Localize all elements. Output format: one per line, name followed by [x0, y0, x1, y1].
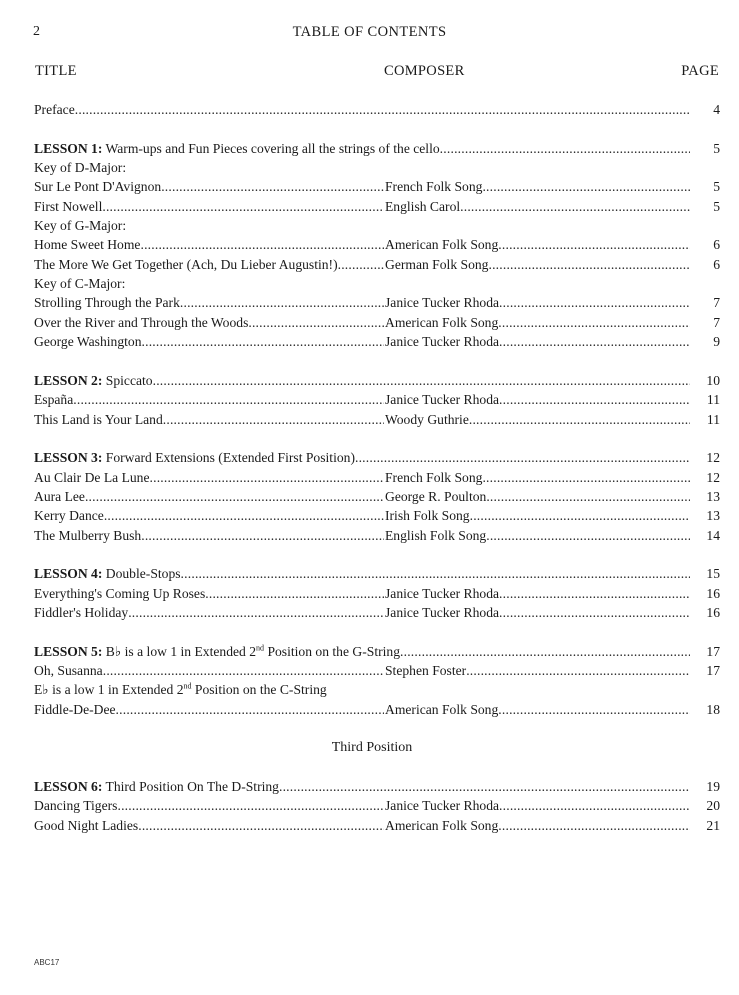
lesson-description-end: Position on the G-String	[264, 643, 400, 659]
entry-title: Fiddle-De-Dee	[34, 701, 116, 717]
entry-page: 16	[705, 603, 720, 622]
entry-page: 17	[705, 661, 720, 680]
entry-page: 11	[706, 390, 720, 409]
column-header-title: TITLE	[35, 63, 77, 79]
toc-lesson-6[interactable]	[34, 777, 720, 796]
entry-composer: George R. Poulton	[385, 488, 487, 504]
column-header-composer: COMPOSER	[384, 63, 465, 79]
toc-entry-sur-le-pont[interactable]	[34, 177, 720, 196]
key-heading: Key of G-Major:	[34, 218, 127, 234]
entry-composer: Woody Guthrie	[385, 411, 469, 427]
entry-page: 13	[705, 506, 720, 525]
lesson-description: B♭ is a low 1 in Extended 2	[102, 643, 257, 659]
lesson-description: Spiccato	[102, 372, 153, 388]
entry-page: 17	[705, 642, 720, 661]
toc-lesson-4[interactable]	[34, 564, 720, 583]
lesson-label: LESSON 4:	[34, 566, 103, 582]
entry-page: 4	[712, 100, 720, 119]
lesson-label: LESSON 6:	[34, 779, 103, 795]
entry-page: 21	[705, 816, 720, 835]
entry-title: Preface	[34, 102, 75, 117]
entry-composer: Janice Tucker Rhoda	[385, 798, 500, 814]
entry-page: 16	[705, 584, 720, 603]
entry-page: 14	[705, 526, 720, 545]
toc-entry-more-we-get-together[interactable]	[34, 255, 720, 274]
entry-page: 18	[705, 700, 720, 719]
toc-lesson-2[interactable]	[34, 371, 720, 390]
entry-title: Aura Lee	[34, 488, 85, 504]
entry-page: 10	[705, 371, 720, 390]
entry-composer: English Carol	[385, 198, 461, 214]
entry-page: 5	[712, 139, 720, 158]
entry-title: Over the River and Through the Woods	[34, 314, 249, 330]
key-heading: Key of D-Major:	[34, 160, 127, 176]
entry-composer: American Folk Song	[385, 237, 499, 253]
entry-title: Oh, Susanna	[34, 662, 103, 678]
entry-title: Fiddler's Holiday	[34, 604, 129, 620]
entry-composer: American Folk Song	[385, 701, 499, 717]
lesson-label: LESSON 3:	[34, 450, 103, 466]
key-heading: Key of C-Major:	[34, 276, 126, 292]
toc-entry-home-sweet-home[interactable]	[34, 235, 720, 254]
lesson-description: Third Position On The D-String	[102, 779, 279, 795]
entry-title: Strolling Through the Park	[34, 295, 180, 311]
entry-composer: French Folk Song	[385, 179, 483, 195]
table-of-contents	[34, 100, 720, 835]
entry-page: 7	[712, 293, 720, 312]
toc-entry-over-the-river[interactable]	[34, 313, 720, 332]
toc-entry-first-nowell[interactable]	[34, 197, 720, 216]
entry-composer: Janice Tucker Rhoda	[385, 604, 500, 620]
toc-entry-espana[interactable]	[34, 390, 720, 409]
toc-entry-aura-lee[interactable]	[34, 487, 720, 506]
toc-entry-everythings-coming-up-roses[interactable]	[34, 584, 720, 603]
entry-title: The Mulberry Bush	[34, 527, 142, 543]
toc-entry-this-land[interactable]	[34, 410, 720, 429]
page-number: 2	[33, 24, 40, 39]
entry-composer: French Folk Song	[385, 469, 483, 485]
page-title: TABLE OF CONTENTS	[292, 24, 447, 40]
entry-page: 13	[705, 487, 720, 506]
toc-entry-good-night-ladies[interactable]	[34, 816, 720, 835]
toc-entry-au-clair[interactable]	[34, 468, 720, 487]
entry-composer: American Folk Song	[385, 314, 499, 330]
toc-entry-fiddle-de-dee[interactable]	[34, 700, 720, 719]
subheading-eb-note: E♭ is a low 1 in Extended 2nd Position on the C-String	[34, 681, 327, 698]
entry-title: The More We Get Together (Ach, Du Lieber Augustin!)	[34, 256, 338, 272]
entry-title: George Washington	[34, 334, 142, 350]
entry-page: 20	[705, 796, 720, 815]
entry-composer: English Folk Song	[385, 527, 487, 543]
entry-composer: American Folk Song	[385, 817, 499, 833]
entry-page: 9	[712, 332, 720, 351]
lesson-label: LESSON 2:	[34, 372, 103, 388]
entry-title: Good Night Ladies	[34, 817, 139, 833]
entry-page: 5	[712, 197, 720, 216]
entry-page: 12	[705, 448, 720, 467]
entry-page: 6	[712, 235, 720, 254]
toc-entry-strolling[interactable]	[34, 293, 720, 312]
column-header-page: PAGE	[681, 63, 719, 79]
entry-composer: German Folk Song	[385, 256, 489, 272]
entry-page: 5	[712, 177, 720, 196]
toc-lesson-5[interactable]	[34, 642, 720, 661]
entry-composer: Janice Tucker Rhoda	[385, 295, 500, 311]
toc-lesson-3[interactable]	[34, 448, 720, 467]
superscript: nd	[183, 681, 192, 691]
entry-title: España	[34, 392, 74, 408]
lesson-description: Warm-ups and Fun Pieces covering all the strings of the cello	[102, 140, 440, 156]
toc-entry-preface[interactable]	[34, 100, 720, 119]
entry-page: 12	[705, 468, 720, 487]
entry-composer: Stephen Foster	[385, 662, 467, 678]
entry-page: 11	[706, 410, 720, 429]
section-heading-third-position: Third Position	[331, 740, 413, 756]
entry-title: Dancing Tigers	[34, 798, 118, 814]
toc-entry-dancing-tigers[interactable]	[34, 796, 720, 815]
entry-title: Sur Le Pont D'Avignon	[34, 179, 162, 195]
toc-entry-george-washington[interactable]	[34, 332, 720, 351]
entry-composer: Irish Folk Song	[385, 508, 470, 524]
toc-lesson-1[interactable]	[34, 139, 720, 158]
lesson-description: Forward Extensions (Extended First Position)	[102, 450, 355, 466]
entry-page: 15	[705, 564, 720, 583]
entry-title: First Nowell	[34, 198, 103, 214]
toc-entry-fiddlers-holiday[interactable]	[34, 603, 720, 622]
entry-composer: Janice Tucker Rhoda	[385, 585, 500, 601]
entry-composer: Janice Tucker Rhoda	[385, 334, 500, 350]
toc-entry-kerry-dance[interactable]	[34, 506, 720, 525]
entry-title: Au Clair De La Lune	[34, 469, 150, 485]
entry-page: 7	[712, 313, 720, 332]
toc-entry-mulberry-bush[interactable]	[34, 526, 720, 545]
lesson-description: Double-Stops	[102, 566, 181, 582]
entry-page: 19	[705, 777, 720, 796]
entry-title: Everything's Coming Up Roses	[34, 585, 206, 601]
lesson-label: LESSON 5:	[34, 643, 103, 659]
entry-title: Home Sweet Home	[34, 237, 141, 253]
superscript: nd	[256, 643, 265, 653]
footer-code: ABC17	[34, 958, 60, 967]
entry-title: This Land is Your Land	[34, 411, 163, 427]
lesson-label: LESSON 1:	[34, 140, 103, 156]
entry-page: 6	[712, 255, 720, 274]
entry-composer: Janice Tucker Rhoda	[385, 392, 500, 408]
entry-title: Kerry Dance	[34, 508, 104, 524]
toc-entry-oh-susanna[interactable]	[34, 661, 720, 680]
